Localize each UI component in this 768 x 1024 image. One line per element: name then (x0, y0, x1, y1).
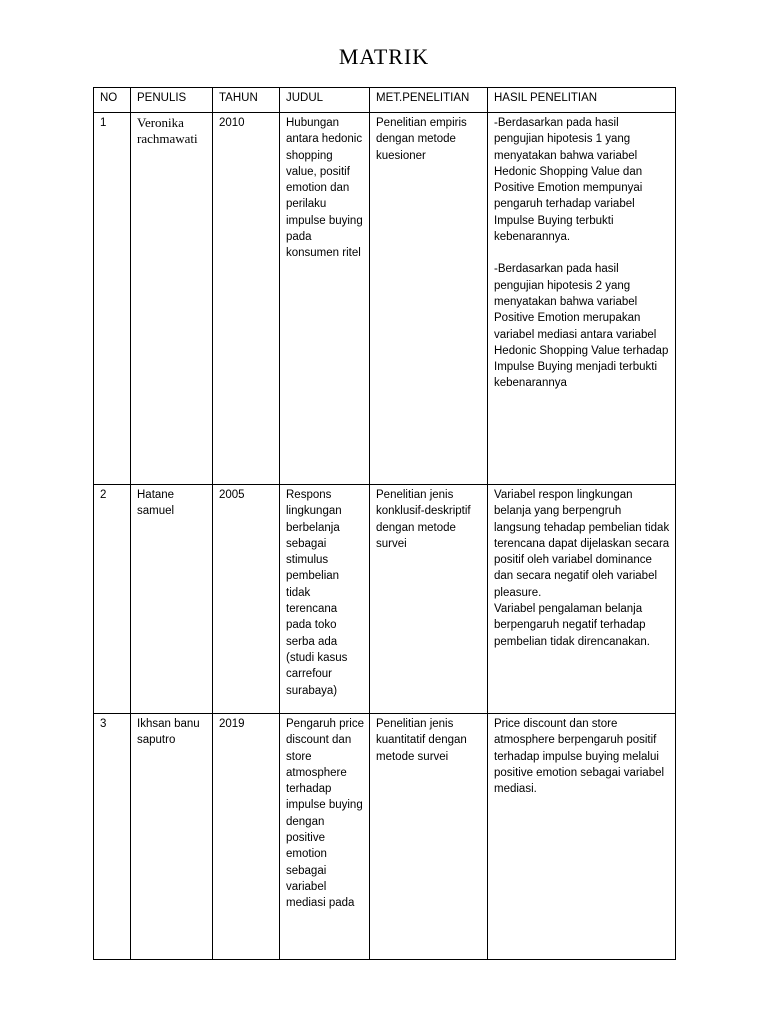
header-row (94, 88, 676, 113)
cell-judul: Hubungan antara hedonic shopping value, positif emotion dan perilaku impulse buying pada konsumen ritel (280, 113, 370, 485)
cell-penulis: Hatane samuel (131, 485, 213, 714)
cell-no: 3 (94, 714, 131, 960)
hasil-paragraph: -Berdasarkan pada hasil pengujian hipotesis 1 yang menyatakan bahwa variabel Hedonic Shopping Value dan Positive Emotion mempunyai pengaruh terhadap variabel Impulse Buying terbukti kebenarannya. (494, 117, 643, 244)
header-hasil: HASIL PENELITIAN (488, 88, 676, 113)
table-row (94, 714, 676, 960)
cell-tahun: 2010 (213, 113, 280, 485)
header-metode: MET.PENELITIAN (370, 88, 488, 113)
matrix-table (93, 87, 676, 960)
cell-hasil (488, 714, 676, 960)
cell-metode: Penelitian empiris dengan metode kuesioner (370, 113, 488, 485)
cell-metode: Penelitian jenis konklusif-deskriptif dengan metode survei (370, 485, 488, 714)
cell-hasil (488, 113, 676, 485)
header-tahun: TAHUN (213, 88, 280, 113)
hasil-paragraph: Variabel respon lingkungan belanja yang berpengruh langsung tehadap pembelian tidak terencana dapat dijelaskan secara positif oleh variabel dominance dan secara negatif oleh variabel pleasure. Variabel pengalaman belanja berpengaruh negatif terhadap pembelian tidak direncanakan. (494, 489, 670, 648)
cell-tahun: 2005 (213, 485, 280, 714)
cell-no: 1 (94, 113, 131, 485)
header-penulis: PENULIS (131, 88, 213, 113)
table-row (94, 113, 676, 485)
header-no: NO (94, 88, 131, 113)
hasil-paragraph: -Berdasarkan pada hasil pengujian hipotesis 2 yang menyatakan bahwa variabel Positive Emotion merupakan variabel mediasi antara variabel Hedonic Shopping Value terhadap Impulse Buying menjadi terbukti kebenarannya (494, 263, 669, 390)
document-title: MATRIK (338, 44, 430, 69)
cell-hasil (488, 485, 676, 714)
cell-judul: Pengaruh price discount dan store atmosphere terhadap impulse buying dengan positive emotion sebagai variabel mediasi pada (280, 714, 370, 960)
cell-no: 2 (94, 485, 131, 714)
cell-penulis: Veronika rachmawati (131, 113, 213, 485)
cell-judul: Respons lingkungan berbelanja sebagai stimulus pembelian tidak terencana pada toko serba ada (studi kasus carrefour surabaya) (280, 485, 370, 714)
header-judul: JUDUL (280, 88, 370, 113)
hasil-paragraph: Price discount dan store atmosphere berpengaruh positif terhadap impulse buying melalui positive emotion sebagai variabel mediasi. (494, 718, 665, 796)
cell-penulis: Ikhsan banu saputro (131, 714, 213, 960)
cell-metode: Penelitian jenis kuantitatif dengan metode survei (370, 714, 488, 960)
table-row (94, 485, 676, 714)
cell-tahun: 2019 (213, 714, 280, 960)
